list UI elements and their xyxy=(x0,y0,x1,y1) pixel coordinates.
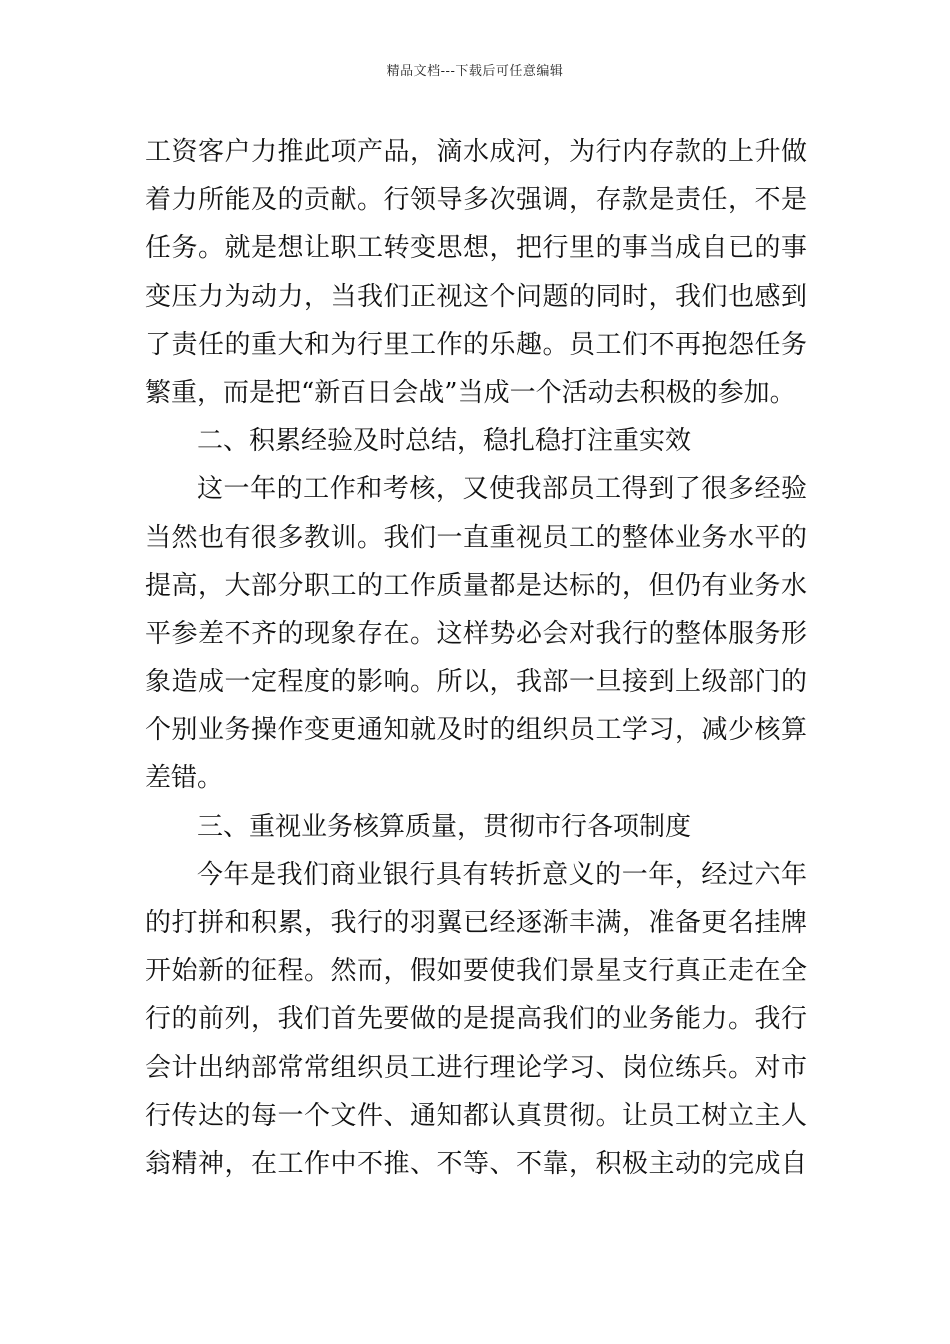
text-line: 任务。就是想让职工转变思想，把行里的事当成自已的事 xyxy=(145,233,807,264)
text-line: 今年是我们商业银行具有转折意义的一年，经过六年 xyxy=(197,859,807,890)
text-line: 二、积累经验及时总结，稳扎稳打注重实效 xyxy=(197,426,692,457)
page-header: 精品文档---下载后可任意编辑 xyxy=(386,64,564,79)
text-line: 象造成一定程度的影响。所以，我部一旦接到上级部门的 xyxy=(145,667,807,698)
text-line: 个别业务操作变更通知就及时的组织员工学习，减少核算 xyxy=(145,715,807,746)
text-line: 提高，大部分职工的工作质量都是达标的，但仍有业务水 xyxy=(145,570,807,601)
text-line: 三、重视业务核算质量，贯彻市行各项制度 xyxy=(197,811,692,842)
text-line: 当然也有很多教训。我们一直重视员工的整体业务水平的 xyxy=(145,522,807,553)
text-line: 行传达的每一个文件、通知都认真贯彻。让员工树立主人 xyxy=(145,1100,807,1131)
text-line: 差错。 xyxy=(145,763,224,794)
text-line: 开始新的征程。然而，假如要使我们景星支行真正走在全 xyxy=(145,956,807,987)
text-line: 翁精神，在工作中不推、不等、不靠，积极主动的完成自 xyxy=(145,1148,807,1179)
text-line: 这一年的工作和考核，又使我部员工得到了很多经验 xyxy=(197,474,807,505)
text-line: 了责任的重大和为行里工作的乐趣。员工们不再抱怨任务 xyxy=(145,329,807,360)
text-line: 着力所能及的贡献。行领导多次强调，存款是责任，不是 xyxy=(145,185,807,216)
text-line: 行的前列，我们首先要做的是提高我们的业务能力。我行 xyxy=(145,1004,807,1035)
text-line: 平参差不齐的现象存在。这样势必会对我行的整体服务形 xyxy=(145,618,807,649)
text-line: 会计出纳部常常组织员工进行理论学习、岗位练兵。对市 xyxy=(145,1052,807,1083)
text-line: 工资客户力推此项产品，滴水成河，为行内存款的上升做 xyxy=(145,137,807,167)
document-body xyxy=(145,128,807,1188)
text-line: 的打拼和积累，我行的羽翼已经逐渐丰满，准备更名挂牌 xyxy=(145,908,807,938)
text-line: 繁重，而是把“新百日会战”当成一个活动去积极的参加。 xyxy=(145,377,796,408)
text-line: 变压力为动力，当我们正视这个问题的同时，我们也感到 xyxy=(145,281,807,312)
